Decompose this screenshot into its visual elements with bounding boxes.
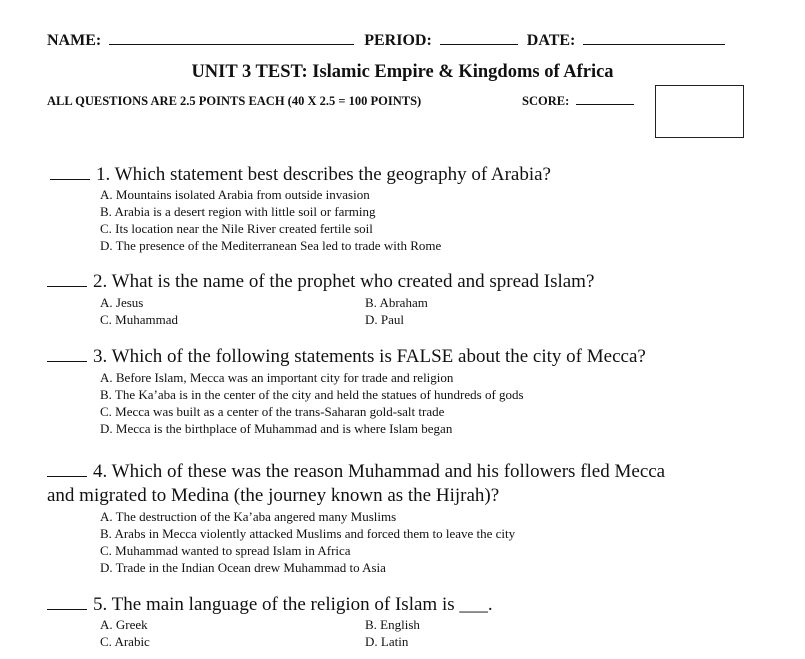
option: B. Abraham bbox=[365, 295, 428, 310]
score-field[interactable] bbox=[576, 94, 634, 105]
period-label: PERIOD: bbox=[364, 32, 432, 49]
option: D. Trade in the Indian Ocean drew Muhammad to Asia bbox=[100, 560, 386, 575]
option: B. English bbox=[365, 617, 420, 632]
question-4 bbox=[47, 461, 665, 483]
option: D. The presence of the Mediterranean Sea led to trade with Rome bbox=[100, 238, 442, 253]
date-label: DATE: bbox=[526, 32, 576, 49]
score-label: SCORE: bbox=[522, 94, 570, 108]
option: A. The destruction of the Ka’aba angered many Muslims bbox=[100, 509, 397, 524]
option: A. Before Islam, Mecca was an important city for trade and religion bbox=[100, 370, 454, 385]
page-title: UNIT 3 TEST: Islamic Empire & Kingdoms of Africa bbox=[191, 62, 614, 82]
option: D. Mecca is the birthplace of Muhammad and is where Islam began bbox=[100, 421, 453, 436]
option: D. Latin bbox=[365, 634, 409, 649]
question-text: 1. Which statement best describes the geography of Arabia? bbox=[96, 164, 551, 185]
option: C. Its location near the Nile River created fertile soil bbox=[100, 221, 373, 236]
name-label: NAME: bbox=[47, 32, 102, 49]
question-3 bbox=[47, 346, 646, 368]
question-text: 3. Which of the following statements is FALSE about the city of Mecca? bbox=[93, 346, 646, 367]
score-box[interactable] bbox=[655, 85, 744, 138]
question-1 bbox=[50, 164, 551, 186]
answer-blank[interactable] bbox=[47, 272, 87, 287]
option: B. Arabs in Mecca violently attacked Muslims and forced them to leave the city bbox=[100, 526, 516, 541]
option: A. Greek bbox=[100, 617, 148, 632]
option: B. The Ka’aba is in the center of the city and held the statues of hundreds of gods bbox=[100, 387, 524, 402]
option: C. Muhammad wanted to spread Islam in Africa bbox=[100, 543, 351, 558]
period-field[interactable] bbox=[440, 30, 518, 45]
name-field[interactable] bbox=[109, 30, 354, 45]
instructions: ALL QUESTIONS ARE 2.5 POINTS EACH (40 X 2.5 = 100 POINTS) bbox=[47, 94, 422, 108]
option: A. Mountains isolated Arabia from outside invasion bbox=[100, 187, 370, 202]
option: B. Arabia is a desert region with little soil or farming bbox=[100, 204, 376, 219]
option: D. Paul bbox=[365, 312, 404, 327]
date-field[interactable] bbox=[583, 30, 725, 45]
question-text: 4. Which of these was the reason Muhammad and his followers fled Mecca bbox=[93, 461, 666, 482]
score-area bbox=[522, 94, 634, 109]
student-info-header bbox=[47, 30, 725, 50]
answer-blank[interactable] bbox=[47, 462, 87, 477]
question-2 bbox=[47, 271, 594, 293]
answer-blank[interactable] bbox=[47, 595, 87, 610]
answer-blank[interactable] bbox=[50, 165, 90, 180]
option: C. Mecca was built as a center of the trans-Saharan gold-salt trade bbox=[100, 404, 445, 419]
question-5 bbox=[47, 594, 493, 616]
option: A. Jesus bbox=[100, 295, 144, 310]
option: C. Muhammad bbox=[100, 312, 178, 327]
answer-blank[interactable] bbox=[47, 347, 87, 362]
question-text: 2. What is the name of the prophet who created and spread Islam? bbox=[93, 271, 595, 292]
question-text-continued: and migrated to Medina (the journey known as the Hijrah)? bbox=[47, 485, 500, 506]
question-text: 5. The main language of the religion of Islam is ___. bbox=[93, 594, 493, 615]
option: C. Arabic bbox=[100, 634, 150, 649]
